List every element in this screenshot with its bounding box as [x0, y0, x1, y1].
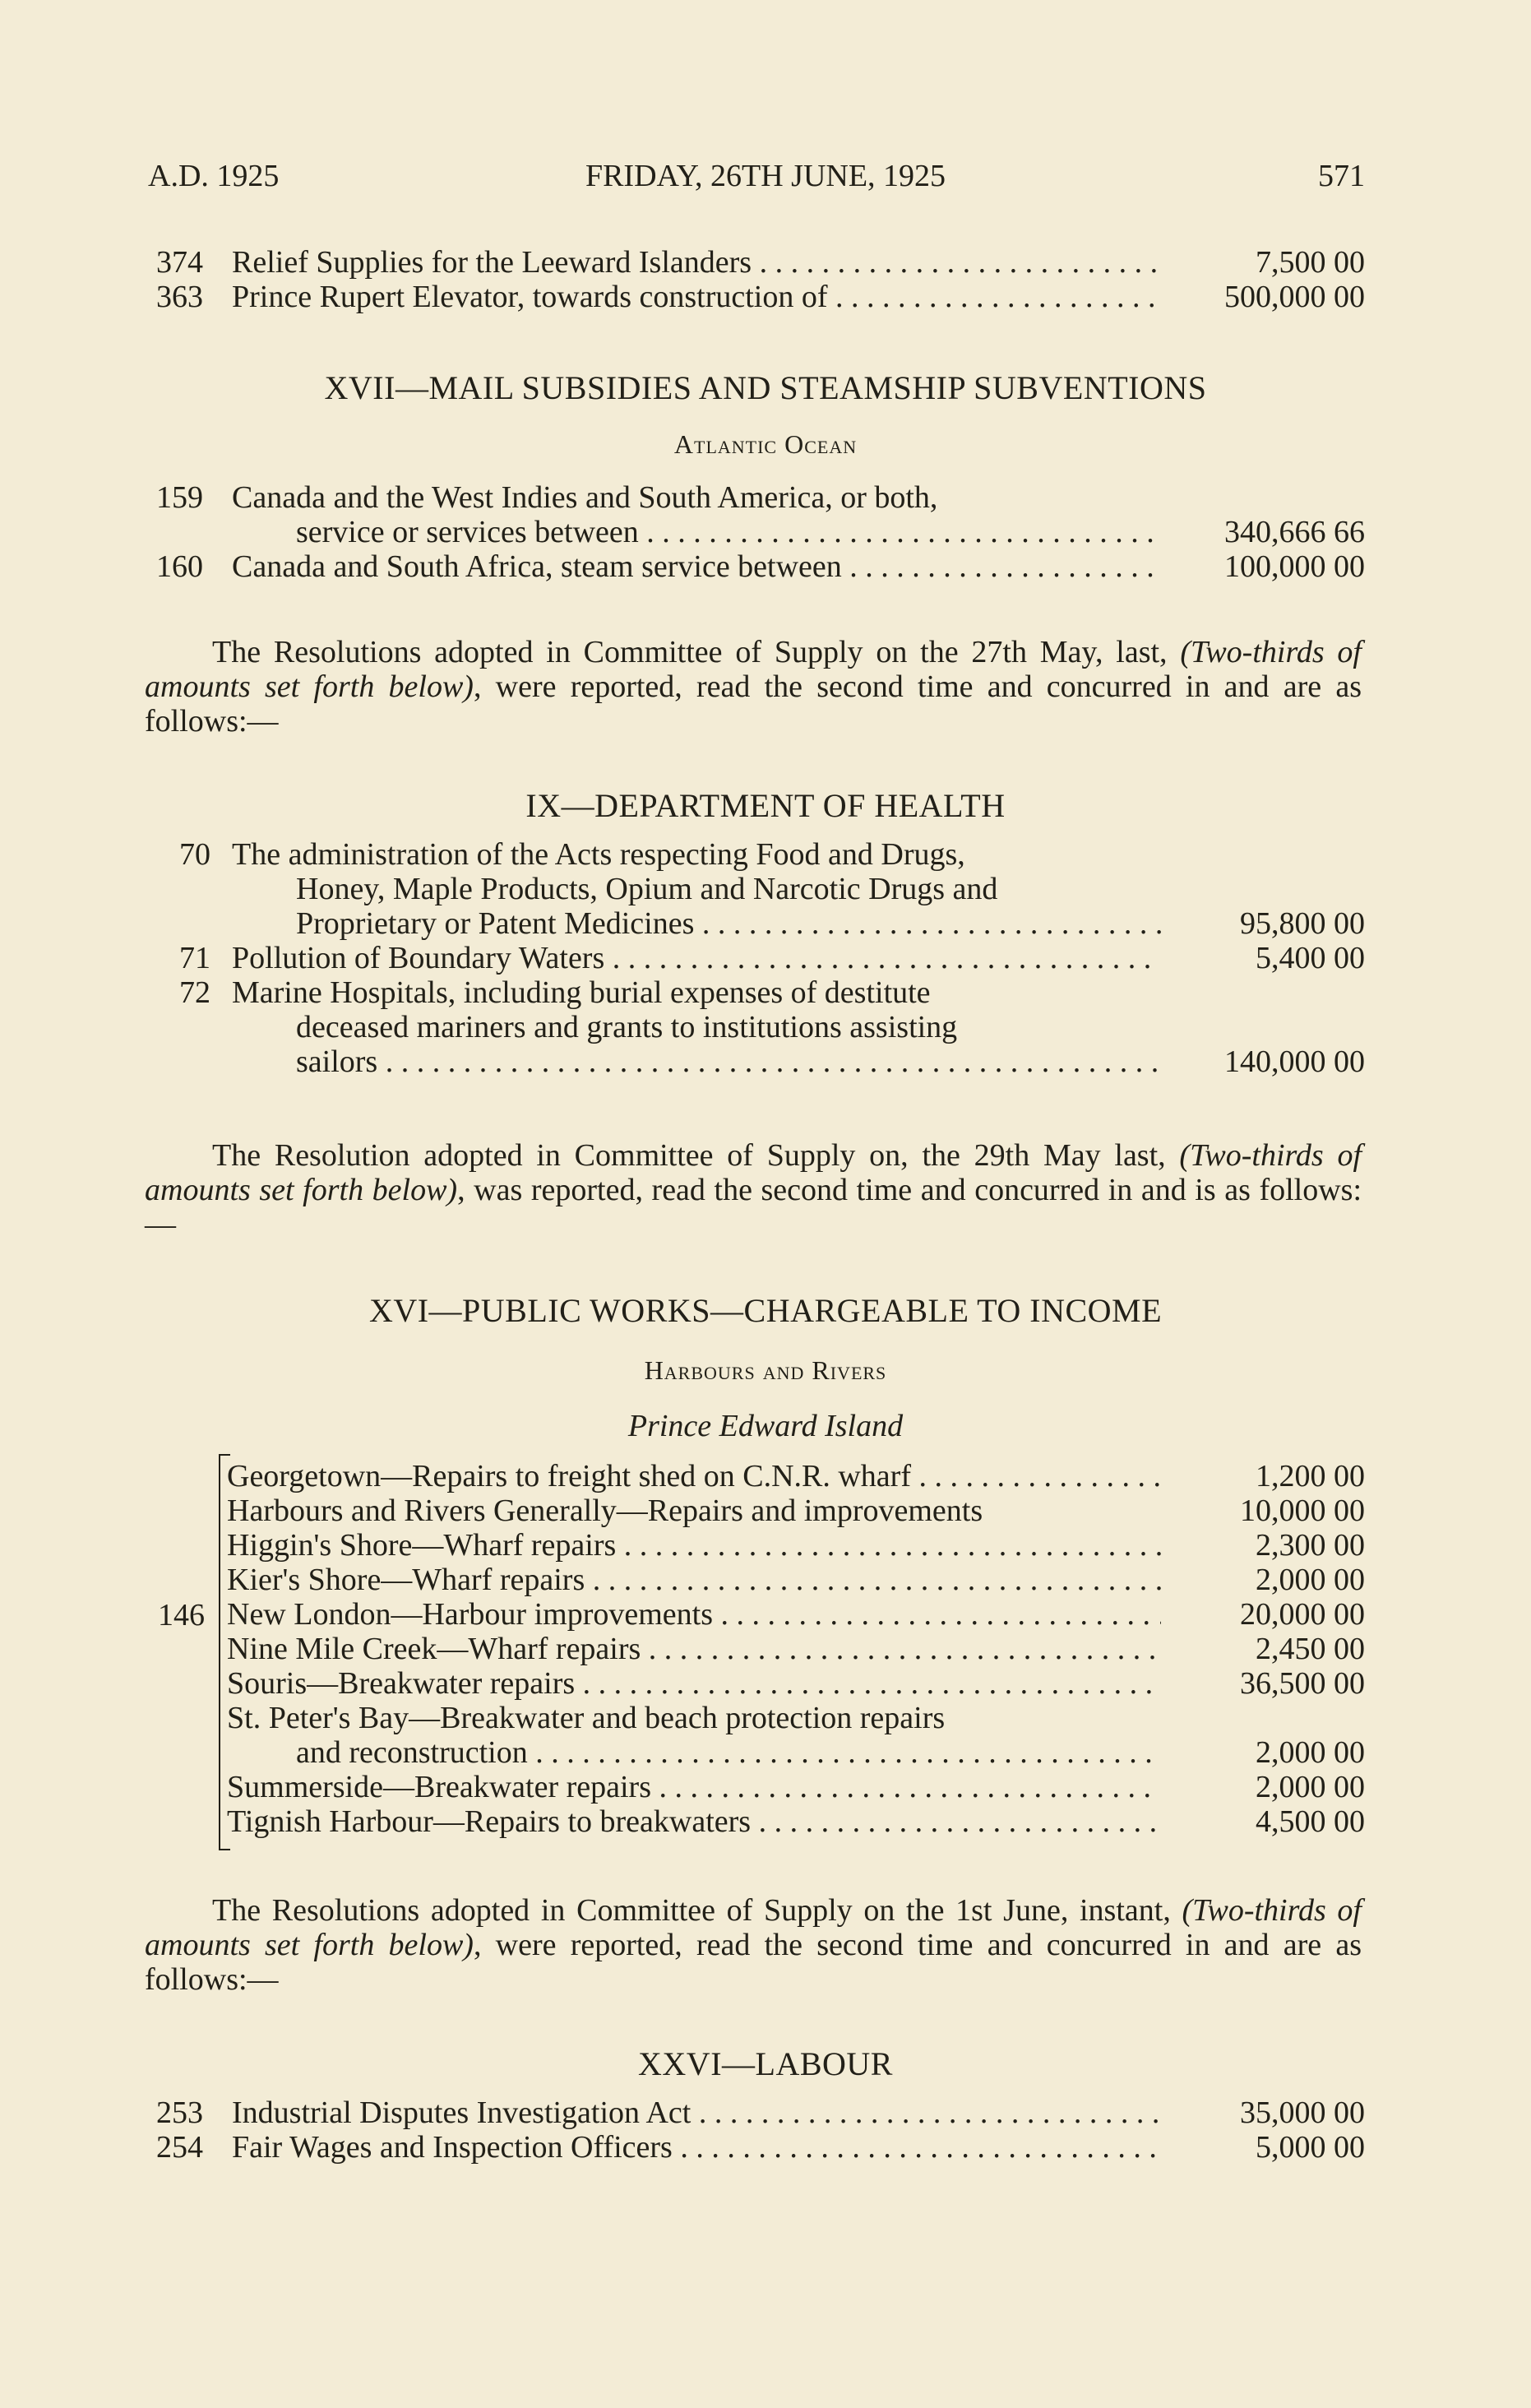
item-description: New London—Harbour improvements . . . [227, 1597, 1161, 1632]
item-amount: 10,000 00 [1240, 1493, 1365, 1528]
item-description: sailors . . . [296, 1044, 1161, 1079]
item-number: 70 [179, 837, 210, 872]
item-number: 374 [156, 245, 203, 280]
item-description: Summerside—Breakwater repairs . . . [227, 1770, 1161, 1804]
item-description: Higgin's Shore—Wharf repairs . . . [227, 1528, 1161, 1563]
item-description: deceased mariners and grants to institutions assisting [296, 1010, 958, 1044]
item-number: 253 [156, 2095, 203, 2130]
section-title: XVI—PUBLIC WORKS—CHARGEABLE TO INCOME [368, 1292, 1163, 1329]
item-description: Georgetown—Repairs to freight shed on C.N.R. wharf . . . [227, 1459, 1161, 1493]
section-title: IX—DEPARTMENT OF HEALTH [525, 787, 1006, 824]
item-amount: 140,000 00 [1224, 1044, 1365, 1079]
page-number: 571 [1318, 159, 1365, 193]
item-number: 363 [156, 280, 203, 314]
header-year: A.D. 1925 [148, 159, 280, 193]
item-description: St. Peter's Bay—Breakwater and beach protection repairs [227, 1701, 946, 1735]
item-number: 160 [156, 549, 203, 584]
item-amount: 20,000 00 [1240, 1597, 1365, 1632]
para-text: , was reported, read the second time and concurred in and is as follows:— [145, 1173, 1362, 1242]
item-description: Canada and the West Indies and South America, or both, [232, 480, 938, 515]
item-amount: 100,000 00 [1224, 549, 1365, 584]
item-description: Souris—Breakwater repairs . . . [227, 1666, 1161, 1701]
item-description: Nine Mile Creek—Wharf repairs . . . [227, 1632, 1161, 1666]
item-description: and reconstruction . . . [296, 1735, 1161, 1770]
item-amount: 2,000 00 [1256, 1735, 1365, 1770]
item-description: Honey, Maple Products, Opium and Narcotic Drugs and [296, 872, 998, 906]
item-description: Prince Rupert Elevator, towards construction of . . . [232, 280, 1161, 314]
item-description: The administration of the Acts respecting Food and Drugs, [232, 837, 965, 872]
item-amount: 5,000 00 [1256, 2130, 1365, 2165]
para-italic: (Two-thirds of amounts set forth below) [145, 1893, 1362, 1962]
item-amount: 4,500 00 [1256, 1804, 1365, 1839]
item-description: Industrial Disputes Investigation Act . . . [232, 2095, 1161, 2130]
item-amount: 5,400 00 [1256, 941, 1365, 975]
item-description: Kier's Shore—Wharf repairs . . . [227, 1563, 1161, 1597]
section-title: XVII—MAIL SUBSIDIES AND STEAMSHIP SUBVENTIONS [324, 369, 1207, 406]
para-text: , were reported, read the second time and concurred in and are as follows:— [145, 669, 1362, 739]
item-amount: 340,666 66 [1224, 515, 1365, 549]
item-number: 72 [179, 975, 210, 1010]
item-number: 71 [179, 941, 210, 975]
item-amount: 2,000 00 [1256, 1563, 1365, 1597]
item-number: 254 [156, 2130, 203, 2165]
item-number: 159 [156, 480, 203, 515]
resolution-paragraph [145, 1138, 1362, 1242]
item-description: Harbours and Rivers Generally—Repairs and improvements [227, 1493, 983, 1528]
item-description: Relief Supplies for the Leeward Islanders . . . [232, 245, 1161, 280]
group-number: 146 [158, 1598, 205, 1632]
item-amount: 95,800 00 [1240, 906, 1365, 941]
para-text: The Resolution adopted in Committee of Supply on, the 29th May last, [212, 1138, 1180, 1173]
para-italic: (Two-thirds of amounts set forth below) [145, 1138, 1362, 1207]
resolution-paragraph [145, 1893, 1362, 1997]
para-text: , were reported, read the second time and concurred in and are as follows:— [145, 1928, 1362, 1997]
item-description: service or services between . . . [296, 515, 1161, 549]
para-italic: (Two-thirds of amounts set forth below) [145, 635, 1362, 704]
item-description: Pollution of Boundary Waters . . . [232, 941, 1161, 975]
item-amount: 2,300 00 [1256, 1528, 1365, 1563]
item-amount: 2,000 00 [1256, 1770, 1365, 1804]
item-amount: 7,500 00 [1256, 245, 1365, 280]
section-subtitle: Harbours and Rivers [644, 1355, 887, 1385]
resolution-paragraph [145, 635, 1362, 739]
para-text: The Resolutions adopted in Committee of Supply on the 27th May, last, [212, 635, 1181, 669]
item-amount: 36,500 00 [1240, 1666, 1365, 1701]
section-subtitle: Atlantic Ocean [673, 429, 858, 459]
header-date: FRIDAY, 26TH JUNE, 1925 [585, 159, 946, 193]
section-title: XXVI—LABOUR [638, 2045, 893, 2082]
item-amount: 1,200 00 [1256, 1459, 1365, 1493]
item-description: Marine Hospitals, including burial expenses of destitute [232, 975, 931, 1010]
item-description: Proprietary or Patent Medicines . . . [296, 906, 1161, 941]
item-amount: 2,450 00 [1256, 1632, 1365, 1666]
para-text: The Resolutions adopted in Committee of Supply on the 1st June, instant, [212, 1893, 1182, 1928]
item-amount: 500,000 00 [1224, 280, 1365, 314]
item-description: Tignish Harbour—Repairs to breakwaters . . . [227, 1804, 1161, 1839]
section-subtitle-italic: Prince Edward Island [627, 1409, 904, 1443]
item-amount: 35,000 00 [1240, 2095, 1365, 2130]
item-description: Canada and South Africa, steam service between . . . [232, 549, 1161, 584]
item-description: Fair Wages and Inspection Officers . . . [232, 2130, 1161, 2165]
